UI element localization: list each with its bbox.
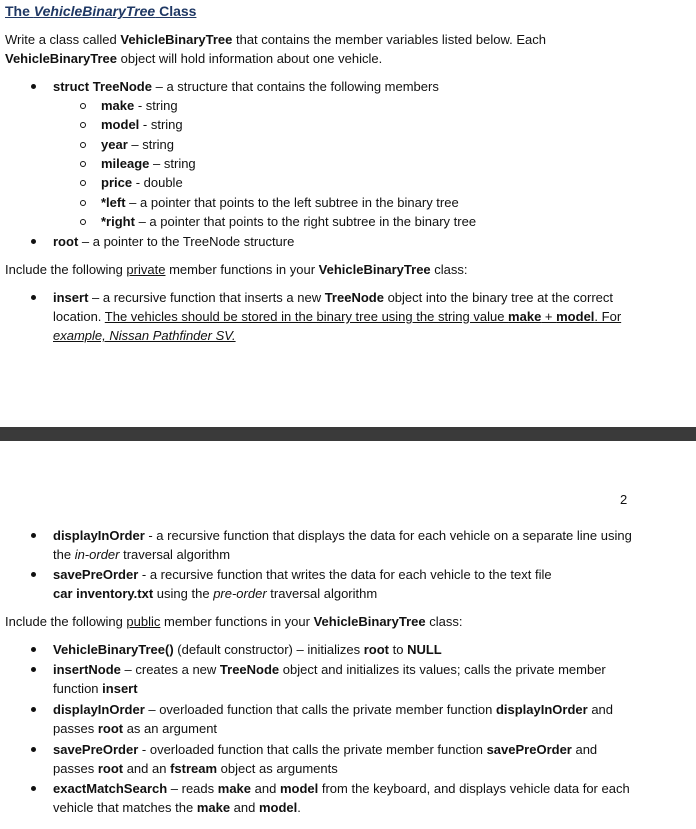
member-make: make - string xyxy=(101,98,178,113)
display-private-line-2: the in-order traversal algorithm xyxy=(53,547,231,562)
display-public-line-2: passes root as an argument xyxy=(53,721,218,736)
intro-line-2: VehicleBinaryTree object will hold information about one vehicle. xyxy=(5,51,383,66)
display-private-line-1: displayInOrder - a recursive function that displays the data for each vehicle on a separate line using xyxy=(53,528,632,543)
bullet xyxy=(31,647,36,652)
bullet xyxy=(31,84,36,89)
save-public-line-1: savePreOrder - overloaded function that calls the private member function savePreOrder and xyxy=(53,742,598,757)
page-title: The VehicleBinaryTree Class xyxy=(5,3,197,19)
page-break xyxy=(0,427,696,441)
bullet xyxy=(31,786,36,791)
insertnode-line-2: function insert xyxy=(53,681,138,696)
save-public-line-2: passes root and an fstream object as arguments xyxy=(53,761,338,776)
insert-line-2: location. The vehicles should be stored in the binary tree using the string value make + model. For xyxy=(53,309,622,324)
page-number: 2 xyxy=(620,492,628,507)
sub-bullet xyxy=(80,142,86,148)
sub-bullet xyxy=(80,122,86,128)
member-right: *right – a pointer that points to the right subtree in the binary tree xyxy=(101,214,477,229)
member-year: year – string xyxy=(101,137,174,152)
save-private-line-2: car inventory.txt using the pre-order traversal algorithm xyxy=(53,586,378,601)
struct-item: struct TreeNode – a structure that contains the following members xyxy=(53,79,439,94)
sub-bullet xyxy=(80,161,86,167)
root-item: root – a pointer to the TreeNode structure xyxy=(53,234,295,249)
bullet xyxy=(31,667,36,672)
bullet xyxy=(31,295,36,300)
bullet xyxy=(31,533,36,538)
bullet xyxy=(31,747,36,752)
bullet xyxy=(31,572,36,577)
member-left: *left – a pointer that points to the left subtree in the binary tree xyxy=(101,195,459,210)
insertnode-line-1: insertNode – creates a new TreeNode object and initializes its values; calls the private member xyxy=(53,662,606,677)
insert-line-1: insert – a recursive function that inserts a new TreeNode object into the binary tree at the correct xyxy=(53,290,614,305)
bullet xyxy=(31,707,36,712)
display-public-line-1: displayInOrder – overloaded function that calls the private member function displayInOrder and xyxy=(53,702,614,717)
ctor-item: VehicleBinaryTree() (default constructor) – initializes root to NULL xyxy=(53,642,442,657)
member-price: price - double xyxy=(101,175,183,190)
search-line-1: exactMatchSearch – reads make and model from the keyboard, and displays vehicle data for each xyxy=(53,781,630,796)
member-model: model - string xyxy=(101,117,183,132)
member-mileage: mileage – string xyxy=(101,156,196,171)
sub-bullet xyxy=(80,219,86,225)
save-private-line-1: savePreOrder - a recursive function that writes the data for each vehicle to the text file xyxy=(53,567,552,582)
intro-line-1: Write a class called VehicleBinaryTree that contains the member variables listed below. Each xyxy=(5,32,546,47)
search-line-2: vehicle that matches the make and model. xyxy=(53,800,301,815)
sub-bullet xyxy=(80,103,86,109)
private-intro: Include the following private member functions in your VehicleBinaryTree class: xyxy=(5,262,468,277)
sub-bullet xyxy=(80,200,86,206)
public-intro: Include the following public member functions in your VehicleBinaryTree class: xyxy=(5,614,463,629)
bullet xyxy=(31,239,36,244)
insert-line-3: example, Nissan Pathfinder SV. xyxy=(53,328,236,343)
sub-bullet xyxy=(80,180,86,186)
